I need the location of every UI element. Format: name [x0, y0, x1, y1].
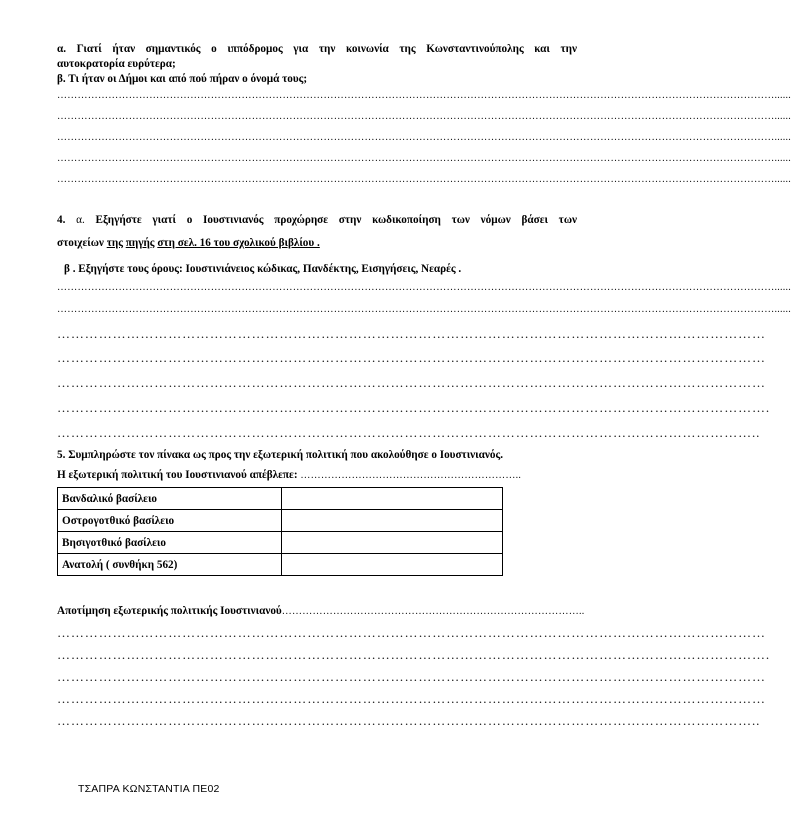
answer-line[interactable]: ………………………………………………………………………………………………………………………………………	[57, 375, 766, 390]
q5-intro-line	[57, 468, 577, 482]
table-cell-answer[interactable]	[282, 532, 503, 554]
answer-line[interactable]: …………………………………………………………………………………………………………………………………………………………………………………………......	[57, 90, 791, 101]
table-cell-answer[interactable]	[282, 554, 503, 576]
foreign-policy-table	[57, 487, 503, 576]
answer-line[interactable]: ………………………………………………………………………………………………………………………………………	[57, 350, 766, 365]
q4a-text-2b: της	[106, 237, 123, 249]
q4b-text: β . Εξηγήστε τους όρους: Ιουστινιάνειος κώδικας, Πανδέκτης, Εισηγήσεις, Νεαρές .	[64, 263, 462, 275]
q3b-text: β. Τι ήταν οι Δήμοι και από πού πήραν ο όνομά τους;	[57, 73, 308, 85]
answer-line[interactable]: ……………………………………………………………………………………………………………………………………….	[57, 400, 771, 415]
author-footer: ΤΣΑΠΡΑ ΚΩΝΣΤΑΝΤΙΑ ΠΕ02	[78, 783, 220, 795]
evaluation-dots[interactable]: ……………………………………………………………………………..	[281, 606, 585, 617]
q4a-text-2c: στη σελ. 16 του σχολικού βιβλίου .	[157, 237, 320, 249]
table-row	[58, 488, 503, 510]
answer-line[interactable]: ………………………………………………………………………………………………………………………………………	[57, 625, 766, 640]
q4a-text-1: Εξηγήστε γιατί ο Ιουστινιανός προχώρησε στην κωδικοποίηση των νόμων βάσει των	[95, 214, 578, 226]
q3a-line1: α. Γιατί ήταν σημαντικός ο ιππόδρομος για την κοινωνία της Κωνσταντινούπολης και την	[57, 43, 577, 55]
table-cell-label: Οστρογοτθικό βασίλειο	[58, 510, 282, 532]
table-row	[58, 510, 503, 532]
q4a-line1	[57, 213, 577, 227]
q4a-source-word: πηγής	[125, 237, 155, 249]
table-row	[58, 532, 503, 554]
answer-line[interactable]: ………………………………………………………………………………………………………………………………………	[57, 326, 766, 341]
q4-number: 4.	[57, 214, 66, 226]
table-cell-label: Βησιγοτθικό βασίλειο	[58, 532, 282, 554]
table-cell-answer[interactable]	[282, 510, 503, 532]
answer-line[interactable]: ………………………………………………………………………………………………………………………………………	[57, 691, 766, 706]
answer-line[interactable]: …………………………………………………………………………………………………………………………………………………………………………………………......	[57, 304, 791, 315]
q4a-line2	[57, 236, 577, 250]
table-cell-label: Βανδαλικό βασίλειο	[58, 488, 282, 510]
q4a-text-2a: στοιχείων	[57, 237, 104, 249]
q5-intro: Η εξωτερική πολιτική του Ιουστινιανού απέβλεπε:	[57, 469, 298, 481]
answer-line[interactable]: …………………………………………………………………………………………………………………………………………………………………………………………......	[57, 153, 791, 164]
q5-intro-dots[interactable]: ………………………………………………………..	[297, 470, 522, 481]
q3a-line2: αυτοκρατορία ευρύτερα;	[57, 58, 176, 70]
q5-title: 5. Συμπληρώστε τον πίνακα ως προς την εξωτερική πολιτική που ακολούθησε ο Ιουστινιανός.	[57, 449, 504, 461]
answer-line[interactable]: ……………………………………………………………………………………………………………………………………….	[57, 647, 771, 662]
answer-line[interactable]: ……………………………………………………………………………………………………………………………………..	[57, 425, 761, 440]
answer-line[interactable]: …………………………………………………………………………………………………………………………………………………………………………………………......	[57, 174, 791, 185]
table-cell-label: Ανατολή ( συνθήκη 562)	[58, 554, 282, 576]
answer-line[interactable]: ……………………………………………………………………………………………………………………………………..	[57, 713, 761, 728]
table-cell-answer[interactable]	[282, 488, 503, 510]
q4a-label: α.	[76, 214, 85, 226]
answer-line[interactable]: …………………………………………………………………………………………………………………………………………………………………………………………......	[57, 282, 791, 293]
table-row	[58, 554, 503, 576]
answer-line[interactable]: …………………………………………………………………………………………………………………………………………………………………………………………......	[57, 111, 791, 122]
evaluation-label: Αποτίμηση εξωτερικής πολιτικής Ιουστινιανού	[57, 605, 282, 617]
answer-line[interactable]: …………………………………………………………………………………………………………………………………………………………………………………………......	[57, 132, 791, 143]
answer-line[interactable]: ………………………………………………………………………………………………………………………………………	[57, 669, 766, 684]
evaluation-line	[57, 604, 585, 618]
